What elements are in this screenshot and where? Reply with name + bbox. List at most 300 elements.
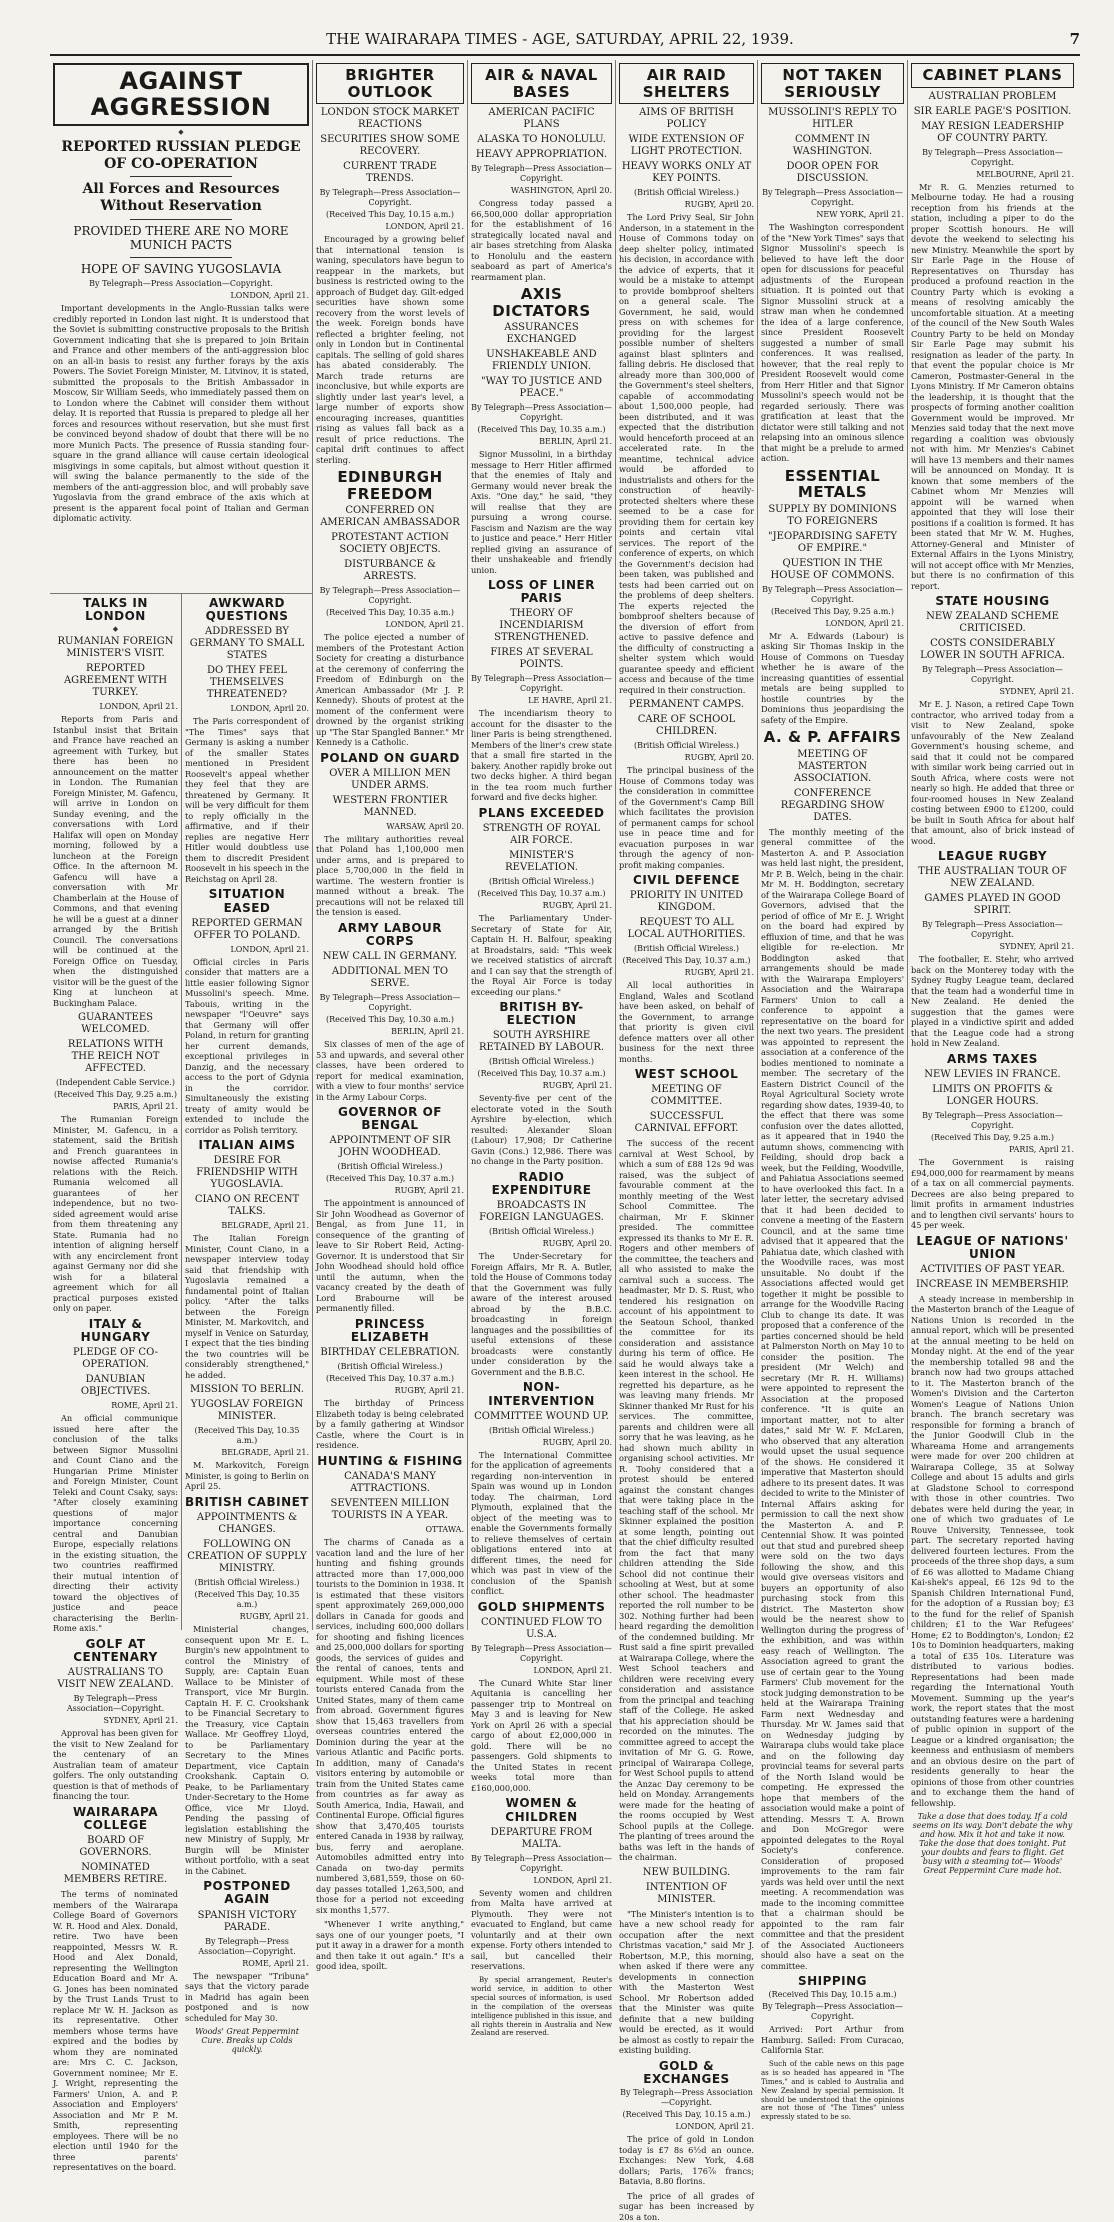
headline: WEST SCHOOL (634, 1067, 739, 1082)
headline: ITALY & HUNGARY (80, 1316, 151, 1345)
story-body: Ministerial changes, consequent upon Mr E. L. Burgin's new appointment to control the Ministry of Supply, are: Captain Euan Wallace to be Minister of Transport, vice Mr Burgin. Captain H. F. C. Crookshank to be Financial Secretary to the Treasury, vice Captain Wallace. Mr Geoffrey Lloyd, to be Parliamentary Secretary to the Mines Department, vice Captain Crookshank. Captain O. Peake, to be Parliamentary Under-Secretary to the Home Office, vice Mr Lloyd. Pending the passing of legislation establishing the new Ministry of Supply, Mr Burgin will be Minister without portfolio, with a seat in the Cabinet. (185, 1624, 309, 1876)
story-body: Congress today passed a 66,500,000 dollar appropriation for the establishment of 16 strategically located naval and air bases stretching from Alaska to Honolulu and the eastern seaboard as part of America's rearmament plan. (471, 198, 612, 282)
subheadline: WESTERN FRONTIER MANNED. (332, 794, 448, 818)
dateline: RUGBY, April 21. (239, 1612, 309, 1622)
subheadline: REQUEST TO ALL LOCAL AUTHORITIES. (627, 917, 746, 941)
subheadline: ASSURANCES EXCHANGED (504, 322, 579, 345)
dateline: By Telegraph—Press Association—Copyright. (471, 1853, 612, 1873)
dateline: (Received This Day, 10.35 a.m.) (326, 608, 454, 617)
subheadline: DEPARTURE FROM MALTA. (490, 1826, 593, 1850)
headline: GOVERNOR OF BENGAL (337, 1105, 442, 1133)
story-talks-in-london (53, 597, 178, 1008)
subheadline: "WAY TO JUSTICE AND PEACE." (480, 376, 603, 399)
headline: LEAGUE RUGBY (937, 849, 1048, 864)
dateline: LONDON, April 21. (533, 1665, 612, 1675)
story-league-rugby (911, 850, 1074, 1049)
story-governor-of-bengal (316, 1106, 464, 1314)
subheadline: LONDON STOCK MARKET REACTIONS (320, 107, 460, 130)
subheadline: AUSTRALIANS TO VISIT NEW ZEALAND. (57, 1667, 174, 1691)
subheadline: NEW ZEALAND SCHEME CRITICISED. (926, 611, 1059, 635)
dateline: (British Official Wireless.) (488, 877, 595, 887)
dateline: By Telegraph—Press Association—Copyright. (762, 584, 903, 604)
dateline: By Telegraph—Press Association—Copyright. (922, 920, 1063, 940)
column-2 (312, 60, 467, 1971)
subheadline: All Forces and Resources Without Reservation (82, 181, 280, 215)
dateline: WARSAW, April 20. (386, 821, 464, 831)
dateline: BELGRADE, April 21. (221, 1448, 309, 1458)
headline: AXIS DICTATORS (492, 285, 591, 320)
masthead-rule (50, 54, 1080, 56)
dateline: (Received This Day, 10.37 a.m.) (477, 889, 606, 899)
dateline: (Received This Day, 9.25 a.m.) (54, 1090, 177, 1100)
subheadline: MEETING OF MASTERTON ASSOCIATION. (793, 748, 872, 784)
subheadline: THEORY OF INCENDIARISM STRENGTHENED. (494, 608, 589, 644)
subheadline: PERMANENT CAMPS. (628, 699, 745, 710)
subheadline: STRENGTH OF ROYAL AIR FORCE. (482, 823, 601, 847)
story-body: The success of the recent carnival at West School, by which a sum of £88 12s 9d was raised, was the subject of favourable comment at the monthly meeting of the West School Committee. The chairman, Mr F. Skinner presided. The committee expressed its thanks to Mr E. R. Rogers and other members of the committee, the teachers and all who assisted to make the carnival such a success. The headmaster, Mr D. S. Rust, who tendered his resignation on account of his appointment to the Seatoun School, thanked the committee for its consideration and assistance during his term of office. He said he would always take a keen interest in the school. He regretted his departure, as he was leaving many friends. Mr Skinner thanked Mr Rust for his services. The committee, parents and children were all sorry that he was leaving, as he had shown much ability in organising school activities. Mr R. Toohy considered that a protest should be entered against the constant changes that were taking place in the teaching staff of the school. Mr Skinner explained the position at some length, pointing out that the chief difficulty resulted from the fact that many children attending the Side School did not continue their schooling at West, but at some other school. The headmaster reported the roll number to be 302. Nothing further had been heard regarding the demolition of the condemned building. Mr Rust said a fine spirit prevailed at Wairarapa College, where the West School teachers and children were receiving every consideration and assistance from the principal and teaching staff of the College. He asked that his appreciation should be recorded on the minutes. The committee agreed to accept the invitation of Mr G. G. Rowe, principal of Wairarapa College, for West School pupils to attend the Anzac Day ceremony to be held on Monday. Arrangements were made for the heating of the rooms occupied by West School pupils at the College. The planting of trees around the baths was left in the hands of the chairman. (619, 1138, 755, 1863)
story-postponed-again (185, 1880, 309, 2023)
subheadline: MAY RESIGN LEADERSHIP OF COUNTRY PARTY. (921, 120, 1064, 144)
subheadline: QUESTION IN THE HOUSE OF COMMONS. (770, 557, 895, 581)
subheadline: BROADCASTS IN FOREIGN LANGUAGES. (479, 1200, 604, 1224)
dateline: By Telegraph—Press Association—Copyright. (620, 2088, 753, 2108)
story-permanent-camps (619, 699, 754, 870)
subheadline: SEVENTEEN MILLION TOURISTS IN A YEAR. (330, 1498, 450, 1521)
story-sugar (619, 2191, 754, 2222)
story-body: Reports from Paris and Istanbul insist that Britain and France have reached an agreement with Turkey, but there has been no announcement on the matter in London. The Rumanian Foreign Minister, M. Gafencu, will arrive in London on Sunday evening, and the conversations with Lord Halifax will open on Monday morning, followed by a luncheon at the Foreign Office. In the afternoon M. Gafencu will have a conversation with Mr Chamberlain at the House of Commons, and that evening he will be a guest at a dinner arranged by the British Council. The conversations will be continued at the Foreign Office on Tuesday, when the distinguished visitor will be the guest of the King at luncheon at Buckingham Palace. (53, 714, 178, 1008)
story-body: The police ejected a number of members of the Protestant Action Society for creating a disturbance at the ceremony of conferring the Freedom of Edinburgh on the American Ambassador (Mr J. P. Kennedy). Shouts of protest at the moment of the conferment were drowned by the organist striking up "The Star Spangled Banner." Mr Kennedy is a Catholic. (316, 632, 464, 747)
subheadline: FOLLOWING ON CREATION OF SUPPLY MINISTRY. (187, 1539, 307, 1575)
story-body: Mr E. J. Nason, a retired Cape Town contractor, who arrived today from a visit to New Zealand, spoke unfavourably of the New Zealand Government's housing scheme, and said that it could not be compared with similar work being carried out in South Africa, where costs were not nearly so high. He added that three or four-roomed houses in New Zealand costing between £900 to £1200, could be built in South Africa for about half that amount, also of brick instead of wood. (911, 699, 1074, 846)
story-non-intervention (471, 1381, 612, 1596)
dateline: BERLIN, April 21. (539, 437, 612, 446)
dateline: (British Official Wireless.) (488, 1425, 595, 1435)
dateline: OTTAWA. (425, 1525, 464, 1534)
dateline: By Telegraph—Press Association—Copyright. (319, 993, 461, 1013)
headline: BRIGHTER OUTLOOK (316, 63, 464, 104)
subheadline: UNSHAKEABLE AND FRIENDLY UNION. (486, 349, 597, 372)
story-body: An official communique issued here after the conclusion of the talks between Signor Mussolini and Count Ciano and the Hungarian Prime Minister and Foreign Minister, Count Teleki and Count Csaky, says: "After closely examining questions of major importance concerning central and Danubian Europe, especially relations in the existing situation, the two countries reaffirmed their mutual intention of directing their activity toward the objectives of justice and peace characterising the Berlin-Rome axis." (53, 1413, 178, 1634)
story-state-housing (911, 595, 1074, 846)
story-essential-metals (761, 468, 904, 726)
subheadline: DISTURBANCE & ARRESTS. (344, 559, 436, 582)
story-axis-dictators (471, 286, 612, 575)
subheadline: LIMITS ON PROFITS & LONGER HOURS. (932, 1084, 1053, 1108)
story-gold-shipments (471, 1601, 612, 1794)
dateline: ROME, April 21. (242, 1958, 309, 1968)
subheadline: INTENTION OF MINISTER. (645, 1881, 728, 1905)
subheadline: GUARANTEES WELCOMED. (78, 1012, 153, 1036)
subheadline: WIDE EXTENSION OF LIGHT PROTECTION. (628, 134, 745, 157)
story-body: "Whenever I write anything," says one of our younger poets, "I put it away in a drawer for a month and then take it out again." It's a good idea, spoilt. (316, 1919, 464, 1971)
dateline: (Received This Day, 10.15 a.m.) (768, 1990, 897, 2000)
subheadline: BIRTHDAY CELEBRATION. (320, 1347, 460, 1359)
headline: NON-INTERVENTION (488, 1380, 595, 1408)
dateline: RUGBY, April 20. (542, 1437, 612, 1447)
dateline: (Received This Day, 10.37 a.m.) (622, 956, 751, 966)
dateline: By Telegraph—Press Association—Copyright. (762, 2002, 903, 2022)
dateline: (British Official Wireless.) (488, 1227, 595, 1237)
headline: ARMS TAXES (947, 1051, 1038, 1066)
story-mission-to-berlin (185, 1384, 309, 1492)
dateline: (Received This Day, 10.37 a.m.) (326, 1174, 454, 1184)
headline: GOLD SHIPMENTS (477, 1599, 606, 1614)
masthead-title: THE WAIRARAPA TIMES - AGE, SATURDAY, APRIL 22, 1939. (326, 30, 794, 48)
dateline: WASHINGTON, April 20. (510, 186, 612, 195)
story-plans-exceeded (471, 807, 612, 997)
story-body: The birthday of Princess Elizabeth today is being celebrated by a family gathering at Windsor Castle, where the Court is in residence. (316, 1398, 464, 1451)
subheadline: MISSION TO BERLIN. (190, 1384, 304, 1396)
subheadline: PROVIDED THERE ARE NO MORE MUNICH PACTS (73, 223, 289, 253)
headline: AIR RAID SHELTERS (619, 63, 754, 104)
subheadline: GAMES PLAYED IN GOOD SPIRIT. (924, 893, 1061, 917)
story-body: The principal business of the House of Commons today was the consideration in committee of the Government's Camp Bill which facilitates the provision of permanent camps for school use in peace time and for evacuation purposes in war through the agency of non-profit making companies. (619, 765, 754, 870)
subheadline: SECURITIES SHOW SOME RECOVERY. (320, 134, 460, 157)
headline: GOLD & EXCHANGES (643, 2058, 730, 2087)
headline: STATE HOUSING (935, 594, 1050, 608)
subheadline: AUSTRALIAN PROBLEM (928, 90, 1057, 102)
story-guarantees-welcomed (53, 1012, 178, 1314)
headline: BRITISH CABINET (185, 1494, 309, 1509)
dateline: By Telegraph—Press Association—Copyright. (922, 147, 1063, 167)
dateline: LONDON, April 21. (230, 944, 309, 954)
story-awkward-questions (185, 597, 309, 884)
dateline: LONDON, April 20. (230, 704, 309, 714)
story-body: Mr A. Edwards (Labour) is asking Sir Thomas Inskip in the House of Commons on Tuesday whether he is aware of the increasing quantities of essential metals are being supplied to hostile countries by the Dominions thus jeopardising the safety of the Empire. (761, 630, 904, 725)
divider-icon: ◆ (112, 625, 119, 634)
subheadline: COMMENT IN WASHINGTON. (792, 134, 873, 157)
dateline: SYDNEY, April 21. (103, 1716, 178, 1726)
story-body: Seventy-five per cent of the electorate voted in the South Ayrshire by-election, which resulted: Alexander Sloan (Labour) 17,908; Dr Catherine Gavin (Cons.) 12,986. There was no change in the Party position. (471, 1093, 612, 1167)
story-poland-on-guard (316, 752, 464, 918)
story-body: The Cunard White Star liner Aquitania is cancelling her passenger trip to Montreal on May 3 and is leaving for New York on April 26 with a special cargo of about £2,000,000 in gold. There will be no passengers. Gold shipments to the United States in recent weeks total more than £160,000,000. (471, 1677, 612, 1793)
story-situation-eased (185, 888, 309, 1135)
advertisement: Woods' Great Peppermint Cure. Breaks up Colds quickly. (195, 2027, 299, 2054)
story-brighter-outlook (316, 63, 464, 465)
story-filler (316, 1919, 464, 1972)
dateline: SYDNEY, April 21. (999, 687, 1074, 697)
story-not-taken-seriously (761, 63, 904, 464)
subheadline: NEW CALL IN GERMANY. (322, 951, 458, 963)
dateline: RUGBY, April 21. (542, 1081, 612, 1091)
advertisement: Take a dose that does today. If a cold seems on its way. Don't debate the why and how. Mix it hot and take it now. Take the dose that does tonight. Put your doubts and fears to flight. Get busy with a steaming tot— Woods' Great Peppermint Cure made hot. (912, 1812, 1073, 1876)
headline: BRITISH BY-ELECTION (499, 1000, 584, 1028)
subheadline: AMERICAN PACIFIC PLANS (488, 107, 595, 130)
headline: ITALIAN AIMS (198, 1138, 296, 1153)
subheadline: BOARD OF GOVERNORS. (79, 1835, 152, 1858)
story-ap-affairs (761, 729, 904, 1971)
dateline: (Independent Cable Service.) (56, 1078, 175, 1088)
dateline: LONDON, April 21. (99, 702, 178, 712)
divider-icon: ◆ (178, 127, 184, 136)
story-body: The price of all grades of sugar has been increased by 20s a ton. (619, 2190, 754, 2222)
dateline: RUGBY, April 21. (394, 1186, 464, 1196)
dateline: By Telegraph—Press Association—Copyright. (762, 188, 903, 207)
subheadline: ALASKA TO HONOLULU. (477, 134, 606, 145)
dateline: (Received This Day, 10.35 a.m.) (194, 1426, 300, 1446)
headline: AIR & NAVAL BASES (471, 63, 612, 104)
subheadline: FIRES AT SEVERAL POINTS. (490, 647, 593, 671)
subheadline: ADDITIONAL MEN TO SERVE. (331, 966, 449, 990)
story-civil-defence (619, 874, 754, 1064)
story-new-building (619, 1867, 754, 2056)
story-gold-exchanges (619, 2060, 754, 2187)
dateline: By Telegraph—Press Association—Copyright. (471, 674, 612, 694)
subheadline: CANADA'S MANY ATTRACTIONS. (344, 1471, 436, 1494)
headline: A. & P. AFFAIRS (763, 728, 902, 746)
headline: ARMY LABOUR CORPS (337, 920, 443, 948)
story-body: Seventy women and children from Malta have arrived at Plymouth. They were not evacuated to England, but came voluntarily and at their own expense. Forty others intended to sail, but cancelled their reservations. (471, 1887, 612, 1972)
subheadline: RELATIONS WITH THE REICH NOT AFFECTED. (67, 1039, 164, 1075)
story-hunting-fishing (316, 1455, 464, 1915)
dateline: RUGBY, April 20. (542, 1239, 612, 1249)
headline: TALKS IN LONDON (83, 596, 148, 624)
dateline: (Received This Day, 10.37 a.m.) (326, 1374, 454, 1384)
subheadline: MINISTER'S REVELATION. (505, 850, 578, 874)
subheadline: CURRENT TRADE TRENDS. (343, 161, 437, 184)
dateline: (British Official Wireless.) (633, 944, 740, 954)
story-body: A steady increase in membership in the Masterton branch of the League of Nations Union is recorded in the annual report, which will be presented at the annual meeting to be held on Monday night. At the end of the year the membership totalled 98 and the branch now had two groups attached to it. The Masterton branch of the Women's Division and the Carterton Women's League of Nations Union branch. The branch secretary was responsible for forming a branch of the Junior Goodwill Club in the Whareama Home and arrangements were made for over 200 children at Wairarapa College, 35 at Solway College and about 15 adults and girls at Gladstone School to correspond with those in other countries. Two debates were held during the year, in one of which two graduates of Le Rouve University, Tennessee, took part. The secretary reported having delivered fourteen lectures. From the proceeds of the three shop days, a sum of £6 was allotted to Madame Chiang Kai-shek's appeal, £6 12s 9d to the Spanish Children International Fund, for the adoption of a Russian boy; £3 to the fund for the relief of Spanish children; £1 to the War Refugees' Home; £2 to Boddington's, London; £2 10s to Dominion headquarters, making a total of £35 10s. Literature was distributed to various bodies. Representations had been made regarding the International Youth Movement. Summing up the year's work, the report states that the most outstanding features were a hardening of public opinion in support of the League or a kindred organisation; the keenness and enthusiasm of members and an obvious desire on the part of residents generally to hear the opinions of those from other countries and to exchange them the hand of fellowship. (911, 1293, 1074, 1808)
headline: LEAGUE OF NATIONS' UNION (916, 1233, 1069, 1261)
subheadline: DOOR OPEN FOR DISCUSSION. (786, 161, 879, 184)
story-body: The Italian Foreign Minister, Count Ciano, in a newspaper interview today said that friendship with Yugoslavia remained a fundamental point of Italian policy. "After the talks between the Foreign Minister, M. Markovitch, and myself in Venice on Saturday, I expect that the ties binding the two countries will be considerably strengthened," he added. (185, 1233, 309, 1380)
story-body: The Lord Privy Seal, Sir John Anderson, in a statement in the House of Commons today on deep shelter policy, intimated his decision, in accordance with the advice of experts, that it would be a mistake to attempt to provide bombproof shelters on a general scale. The Government, he said, would press on with schemes for providing for the largest possible number of shelters against blast splinters and falling debris. He disclosed that already more than 300,000 of the Government's steel shelters, capable of accommodating about 1,500,000 people, had been distributed, and it was expected that the distribution would henceforth proceed at an accelerated rate. In the meantime, technical advice would be afforded to industrialists and others for the construction of heavily-protected shelters where these seemed to be a case for providing them for certain key points and certain vital services. The report of the conference of experts, on which the Government's decision had been taken, was published and tests had been carried out on the problems of deep shelters. The experts rejected the bombproof shelters because of the diversion of effort from active to passive defence and the difficulty of constructing a shelter system which would guarantee speedy and efficient access and because of the time required in their construction. (619, 212, 754, 695)
story-cabinet-plans (911, 63, 1074, 591)
column-1a (50, 593, 181, 2172)
headline: EDINBURGH FREEDOM (337, 468, 443, 503)
story-body: Mr R. G. Menzies returned to Melbourne today. He had a rousing reception from his friends at the station, including a piper to do the proper Scottish honours. He will devote the weekend to selecting his new Ministry. Meanwhile the sport by Sir Earle Page in the House of Representatives on Thursday has produced a profound reaction in the Country Party which is evoking a means of resolving amicably the uncomfortable situation. At a meeting of the council of the New South Wales Country Party to be held on Monday Sir Earle Page may submit his resignation as leader of the party. In that event the popular choice is Mr Cameron, Postmaster-General in the Lyons Ministry. If Mr Cameron obtains the leadership, it is thought that the prospects of forming another coalition Government would be improved. Mr Menzies said today that the next move regarding a coalition was obviously not with him. Mr Menzies's Cabinet will have 13 members and their names will be announced on Monday. It is known that some members of the Cabinet whom Mr Menzies will appoint will be warned when appointed that they will lose their positions if a coalition is formed. It has been stated that Mr W. M. Hughes, Attorney-General and Minister of External Affairs in the Lyons Ministry, will not accept office with Mr Menzies, but there is no confirmation of this report. (911, 181, 1074, 591)
dateline: ROME, April 21. (111, 1401, 178, 1411)
story-body: The newspaper "Tribuna" says that the victory parade in Madrid has again been postponed and is now scheduled for May 30. (185, 1970, 309, 2023)
subheadline: PRIORITY IN UNITED KINGDOM. (629, 890, 744, 914)
dateline: By Telegraph—Press Association—Copyright. (471, 403, 612, 422)
subheadline: NEW LEVIES IN FRANCE. (924, 1069, 1061, 1081)
subheadline: DANUBIAN OBJECTIVES. (80, 1374, 151, 1398)
story-princess-elizabeth (316, 1318, 464, 1451)
headline: CABINET PLANS (911, 63, 1074, 88)
story-body: The footballer, E. Stehr, who arrived back on the Monterey today with the Sydney Rugby League team, declared that the team had a wonderful time in New Zealand. He denied the suggestion that the games were played in a vindictive spirit and added that the League code had a strong hold in New Zealand. (911, 954, 1074, 1049)
subheadline: APPOINTMENT OF SIR JOHN WOODHEAD. (329, 1135, 451, 1159)
column-4 (615, 60, 757, 2222)
story-west-school (619, 1068, 754, 1863)
subheadline: REPORTED AGREEMENT WITH TURKEY. (63, 663, 168, 699)
dateline: RUGBY, April 21. (542, 901, 612, 911)
dateline: By Telegraph—Press Association—Copyright. (922, 665, 1063, 685)
subheadline: COMMITTEE WOUND UP. (474, 1410, 609, 1422)
headline: PLANS EXCEEDED (478, 805, 605, 820)
dateline: (Received This Day, 10.35 a.m.) (477, 425, 606, 434)
dateline: SYDNEY, April 21. (999, 942, 1074, 952)
headline: LOSS OF LINER PARIS (487, 578, 595, 606)
story-army-labour-corps (316, 922, 464, 1102)
dateline: (Received This Day, 10.15 a.m.) (326, 210, 454, 219)
story-body: The military authorities reveal that Poland has 1,100,000 men under arms, and is prepared to place 5,700,000 in the field in wartime. The western frontier is manned without a break. The precautions will not be relaxed till the tension is eased. (316, 833, 464, 918)
dateline: By Telegraph—Press Association—Copyright. (319, 188, 461, 207)
dateline: PARIS, April 21. (113, 1102, 178, 1112)
dateline: NEW YORK, April 21. (816, 210, 904, 219)
column-6 (907, 60, 1077, 1876)
subheadline: THE AUSTRALIAN TOUR OF NEW ZEALAND. (918, 866, 1067, 890)
headline: SITUATION EASED (208, 887, 286, 915)
story-body: The price of gold in London today is £7 8s 6½d an ounce. Exchanges: New York, 4.68 dollars; Paris, 176⅞ francs; Batavia, 8.80 florins. (619, 2134, 754, 2187)
story-body: The Under-Secretary for Foreign Affairs, Mr R. A. Butler, told the House of Commons today that the Government was fully aware of the interest aroused abroad by the B.B.C. broadcasting in foreign languages and the possibilities of useful extensions of these broadcasts were constantly under consideration by the Government and the B.B.C. (471, 1251, 612, 1377)
subheadline: NOMINATED MEMBERS RETIRE. (63, 1862, 168, 1885)
subheadline: HOPE OF SAVING YUGOSLAVIA (80, 261, 282, 276)
dateline: (Received This Day, 9.25 a.m.) (931, 1133, 1054, 1143)
headline: POSTPONED AGAIN (203, 1879, 291, 1907)
divider (130, 219, 232, 220)
subheadline: CONTINUED FLOW TO U.S.A. (481, 1616, 602, 1640)
dateline: (British Official Wireless.) (337, 1362, 443, 1372)
story-edinburgh-freedom (316, 469, 464, 748)
copyright-note: By special arrangement, Reuter's world service, in addition to other special sources of information, is used in the compilation of the overseas intelligence published in this issue, and all rights therein in Australia and New Zealand are reserved. (471, 1975, 612, 2038)
dateline: LE HAVRE, April 21. (528, 696, 612, 706)
story-body: The incendiarism theory to account for the disaster to the liner Paris is being strengthened. Members of the liner's crew state that a small fire started in the bakery. Another rapidly broke out two decks higher. A third began in the tea room much further forward and five decks higher. (471, 708, 612, 803)
headline: NOT TAKEN SERIOUSLY (761, 63, 904, 104)
subheadline: ADDRESSED BY GERMANY TO SMALL STATES (189, 626, 305, 662)
subheadline: MUSSOLINI'S REPLY TO HITLER (768, 107, 897, 130)
story-against-aggression (53, 63, 309, 524)
subheadline: HEAVY APPROPRIATION. (475, 149, 608, 160)
subheadline: RUMANIAN FOREIGN MINISTER'S VISIT. (57, 636, 174, 660)
subheadline: DESIRE FOR FRIENDSHIP WITH YUGOSLAVIA. (196, 1155, 298, 1191)
dateline: (British Official Wireless.) (337, 1162, 443, 1172)
dateline: RUGBY, April 20. (684, 753, 754, 762)
dateline: LONDON, April 21. (385, 222, 464, 231)
story-british-cabinet (185, 1496, 309, 1876)
story-body: The appointment is announced of Sir John Woodhead as Governor of Bengal, as from June 11, in consequence of the granting of leave to Sir Robert Reid, Acting-Governor. It is understood that Sir John Woodhead should hold office until the autumn, when the vacancy created by the death of Lord Brabourne will be permanently filled. (316, 1198, 464, 1314)
headline: SHIPPING (797, 1974, 868, 1988)
subheadline: SPANISH VICTORY PARADE. (197, 1909, 297, 1933)
story-body: The Washington correspondent of the "New York Times" says that Signor Mussolini's speech is believed to have left the door open for discussions for peaceful adjustments of the European situation. It is pointed out that Signor Mussolini struck at a straw man when he condemned the idea of a large conference, since President Roosevelt suggested a number of small conferences. It was realised, however, that the real reply to President Roosevelt would come from Herr Hitler and that Signor Mussolini's speech would not be regarded seriously. There was gratification at least that the dictator were still talking and not relapsing into an ominous silence that might be a prelude to armed action. (761, 222, 904, 463)
dateline: LONDON, April 21. (825, 618, 904, 628)
story-body: Encouraged by a growing belief that international tension is waning, speculators have begun to reappear in the markets, but business is restricted owing to the approach of Budget day. Gilt-edged securities have shown some recovery from the worst levels of the week. Foreign bonds have reflected a brighter feeling, not only in London but in Continental capitals. The selling of gold shares has abated considerably. The March trade returns are inconclusive, but while exports are slightly under last year's level, a large number of exports show encouraging increases, quantities rising as values fall back as a result of price reductions. The capital drift continues to affect sterling. (316, 234, 464, 465)
dateline: (British Official Wireless.) (194, 1578, 300, 1588)
dateline: (Received This Day, 10.30 a.m.) (326, 1015, 454, 1025)
headline: WAIRARAPA COLLEGE (73, 1804, 158, 1832)
dateline: By Telegraph—Press Association—Copyright. (319, 586, 461, 605)
story-league-of-nations-union (911, 1235, 1074, 1809)
divider (130, 257, 232, 258)
dateline: RUGBY, April 21. (684, 968, 754, 978)
subheadline: "JEOPARDISING SAFETY OF EMPIRE." (768, 530, 897, 554)
page-number: 7 (1069, 30, 1080, 48)
dateline: (British Official Wireless.) (633, 741, 740, 750)
story-loss-of-liner-paris (471, 579, 612, 803)
headline: CIVIL DEFENCE (633, 873, 740, 887)
headline: WOMEN & CHILDREN (505, 1796, 578, 1824)
subheadline: PLEDGE OF CO-OPERATION. (72, 1347, 159, 1371)
headline: RADIO EXPENDITURE (491, 1169, 592, 1198)
subheadline: SOUTH AYRSHIRE RETAINED BY LABOUR. (478, 1030, 605, 1054)
subheadline: CONFERRED ON AMERICAN AMBASSADOR (320, 505, 460, 528)
dateline: (Received This Day, 10.37 a.m.) (477, 1069, 606, 1079)
headline: POLAND ON GUARD (320, 750, 460, 765)
story-body: The monthly meeting of the general committee of the Masterton A. and P. Association was held last night, the president, Mr P. B. Welch, being in the chair. Mr M. H. Boddington, secretary of the Wairarapa College Board of Governors, advised that the period of office of Mr E. J. Wright on the board had expired by effluxion of time, and that he was eligible for re-election. Mr Boddington asked that arrangements should be made with the Wairarapa Employers' Association and the Wairarapa Farmers' Union to call a conference to appoint a representative on the board for the next two years. The president was appointed to represent the association at a conference of the bodies mentioned to nominate a member. The secretary of the Eastern District Council of the Royal Agricultural Society wrote regarding show dates, 1939-40, to the effect that there was some confusion over the dates allotted, as it appeared that in 1940 the autumn shows, commencing with Feilding, should drop back a week, but the Feilding, Woodville, and Pahiatua Associations seemed to have overlooked this fact. In a later letter, the secretary advised that it had been decided to convene a meeting of the Eastern Council, and at the same time advised that it appeared that the Pahiatua date, which clashed with the Woodville races, was most unsuitable. No doubt if the Associations affected would get together it might be possible to arrange for the Woodville Racing Club to change its date. It was proposed that a conference of the parties concerned should be held at Palmerston North on May 10 to consider the position. The president (Mr Welch) and secretary (Mr R. H. Williams) were appointed to represent the Association at the proposed conference. "It is quite an important matter, not to alter dates," said Mr W. F. McLaren, who observed that any alteration would upset the usual sequence of the shows. He considered it imperative that Masterton should adhere to its present dates. It was decided to write to the Minister of Internal Affairs asking for permission to call the next show the Masterton A. and P. Centennial Show. It was pointed out that stud and purebred sheep were sold on the two days following the show, and this would give overseas visitors and buyers an opportunity of also purchasing stock from this district. The Masterton show would be the nearest show to Wellington during the progress of the exhibition, and was within easy reach of Wellington. The Association agreed to grant the use of certain gear to the Young Farmers' Club movement for the stock judging demonstration to be held at the Wairarapa Training Farm next Wednesday and Thursday. Mr W. James said that on Wednesday judging by Wairarapa clubs would take place and on the following day provincial teams for several parts of the North Island would be competing. He expressed the hope that members of the association would make a point of attending. Messrs T. A. Brown and Don McGregor were appointed delegates to the Royal Society's conference. Consideration of proposed improvements to the ram fair yards was held over until the next meeting. A recommendation was made to the incoming committee that a chairman should be appointed to the ram fair committee and that the president of the Associated Auctioneers should also have a seat on the committee. (761, 826, 904, 1971)
dateline: LONDON, April 21. (385, 620, 464, 629)
subheadline: CARE OF SCHOOL CHILDREN. (637, 714, 736, 737)
dateline: By Telegraph—Press Association—Copyright. (471, 1643, 612, 1663)
headline: HUNTING & FISHING (317, 1453, 463, 1468)
masthead (40, 30, 1080, 50)
story-air-raid-shelters (619, 63, 754, 695)
column-1b (181, 593, 312, 2054)
dateline: (Received This Day, 10.15 a.m.) (622, 2110, 751, 2120)
story-italian-aims (185, 1139, 309, 1380)
subheadline: AIMS OF BRITISH POLICY (639, 107, 734, 130)
subheadline: ACTIVITIES OF PAST YEAR. (920, 1263, 1065, 1275)
headline: ESSENTIAL METALS (784, 466, 881, 501)
story-shipping (761, 1975, 904, 2056)
subheadline: PROTESTANT ACTION SOCIETY OBJECTS. (331, 532, 449, 555)
story-radio-expenditure (471, 1171, 612, 1377)
dateline: By Telegraph—Press Association—Copyright. (89, 279, 273, 289)
subheadline: SUCCESSFUL CARNIVAL EFFORT. (634, 1111, 739, 1135)
story-body: The Government is raising £94,000,000 for rearmament by means of a tax on all commercial payments. Decrees are also being prepared to limit profits in armament industries and to lengthen civil servants' hours to 45 per week. (911, 1157, 1074, 1231)
subheadline: NEW BUILDING. (642, 1866, 731, 1878)
story-women-children (471, 1797, 612, 1971)
headline: AWKWARD QUESTIONS (205, 596, 289, 624)
dateline: LONDON, April 21. (675, 2122, 754, 2132)
subheadline: HEAVY WORKS ONLY AT KEY POINTS. (621, 161, 752, 184)
subheadline: CONFERENCE REGARDING SHOW DATES. (780, 787, 885, 823)
story-italy-hungary (53, 1318, 178, 1634)
subheadline: REPORTED RUSSIAN PLEDGE OF CO-OPERATION (61, 138, 301, 172)
story-body: Signor Mussolini, in a birthday message to Herr Hitler affirmed that the enemies of Italy and Germany would never break the Axis. "One day," he said, "they will realise that they are pursuing a wrong course. Fascism and Nazism are the way to justice and peace." Herr Hitler replied giving an assurance of their unshakeable and friendly union. (471, 449, 612, 575)
story-body: The Rumanian Foreign Minister, M. Gafencu, in a statement, said the British and French guarantees in nowise affected Rumania's relations with the Reich. Rumania welcomed all guarantees of her independence, but no two-sided agreement would arise from them threatening any State. Rumania had no intention of aligning herself with any encirclement front against Germany nor did she wish for a bilateral agreement which for all practical purposes existed only on paper. (53, 1114, 178, 1314)
subheadline: REPORTED GERMAN OFFER TO POLAND. (191, 917, 303, 941)
story-arms-taxes (911, 1053, 1074, 1231)
subheadline: OVER A MILLION MEN UNDER ARMS. (329, 767, 451, 791)
story-golf-at-centenary (53, 1638, 178, 1802)
story-air-naval-bases (471, 63, 612, 282)
dateline: (British Official Wireless.) (633, 188, 740, 197)
dateline: PARIS, April 21. (1009, 1145, 1074, 1155)
headline: GOLF AT CENTENARY (73, 1636, 158, 1664)
subheadline: INCREASE IN MEMBERSHIP. (916, 1278, 1069, 1290)
headline: AGAINST AGGRESSION (53, 63, 309, 126)
dateline: By Telegraph—Press Association—Copyright. (471, 164, 612, 183)
story-body: All local authorities in England, Wales and Scotland have been asked, on behalf of the Government, to arrange that priority is given civil defence matters over all other business for the next three months. (619, 980, 754, 1064)
dateline: BELGRADE, April 21. (221, 1221, 309, 1231)
story-body: The International Committee for the application of agreements regarding non-intervention in Spain was wound up in London today. The chairman, Lord Plymouth, explained that the object of the meeting was to enable the Governments formally to relieve themselves of certain obligations entered into at different times, the need for which was past in view of the conclusion of the Spanish conflict. (471, 1449, 612, 1597)
column-3 (467, 60, 615, 2038)
subheadline: DO THEY FEEL THEMSELVES THREATENED? (206, 665, 288, 701)
dateline: (Received This Day, 9.25 a.m.) (771, 606, 894, 616)
story-british-by-election (471, 1001, 612, 1167)
story-body: Arrived: Port Arthur from Hamburg. Sailed: From Curacao, California Star. (761, 2024, 904, 2056)
story-body: The Paris correspondent of "The Times" says that Germany is asking a number of the smaller States mentioned in President Roosevelt's appeal whether they feel that they are threatened by Germany. It will be very difficult for them to reply officially in the affirmative, and if their replies are negative Herr Hitler would doubtless use them to discredit President Roosevelt in his speech in the Reichstag on April 28. (185, 716, 309, 884)
subheadline: APPOINTMENTS & CHANGES. (196, 1512, 298, 1536)
dateline: (Received This Day, 10.35 a.m.) (194, 1590, 300, 1610)
column-5 (757, 60, 907, 2122)
dateline: By Telegraph—Press Association—Copyright. (922, 1111, 1063, 1131)
story-body: The Parliamentary Under-Secretary of State for Air, Captain H. H. Balfour, speaking at Broadstairs, said: "This week we received statistics of aircraft and I can say that the strength of the Royal Air Force is today exceeding our plans." (471, 913, 612, 997)
dateline: RUGBY, April 21. (394, 1386, 464, 1396)
story-body: M. Markovitch, Foreign Minister, is going to Berlin on April 25. (185, 1460, 309, 1492)
story-body: Approval has been given for the visit to New Zealand for the centenary of an Australian team of amateur golfers. The only outstanding question is that of methods of financing the tour. (53, 1728, 178, 1802)
subheadline: MEETING OF COMMITTEE. (650, 1084, 723, 1108)
story-body: The charms of Canada as a vacation land and the lure of her hunting and fishing grounds attracted more than 17,000,000 tourists to the Dominion in 1938. It is estimated that these visitors spent approximately 269,000,000 dollars in Canada for goods and services, including 600,000 dollars for shooting and fishing licences and 25,000,000 dollars for sporting goods, the services of guides and the rental of canoes, tents and equipment. While most of these tourists entered Canada from the United States, many of them came from abroad. Government figures show that 15,463 travellers from overseas countries entered the Dominion during the year at the various Atlantic and Pacific ports. In addition, many of Canada's visitors entering by automobile or train from the United States came from countries as far away as South America, India, Hawaii, and Continental Europe. Official figures show that 3,470,405 tourists entered Canada in 1938 by railway, bus, ferry and aeroplane. Automobiles admitted entry into Canada on two-day permits numbered 3,681,559, those on 60-day passes totalled 1,263,500, and those for a period not exceeding six months 1,577. (316, 1537, 464, 1915)
story-body: Important developments in the Anglo-Russian talks were credibly reported in London last night. It is understood that the Soviet is submitting constructive proposals to the British Government indicating that she is prepared to join Britain and France and other members of the anti-aggression bloc on an all-in basis to resist any further forays by the axis Powers. The Soviet Foreign Minister, M. Litvinov, it is stated, submitted the proposals to the British Ambassador in Moscow, Sir William Seeds, who immediately passed them on to London where the Cabinet will consider them without delay. It is reported that Russia is prepared to pledge all her forces and resources without reservation, but she must first be convinced beyond shadow of doubt that there will be no more Munich Pacts. The presence of Russia standing four-square in the grand alliance will cause certain ideological misgivings in some capitals, but almost without question it will swing the balance permanently to the side of the members of the anti-aggression bloc, and will probably save Yugoslavia from the grand embrace of the axis which at present is the apparent focal point of Italian and German diplomatic activity. (53, 303, 309, 524)
dateline: MELBOURNE, April 21. (976, 169, 1074, 179)
story-body: "The Minister's intention is to have a new school ready for occupation after the next Christmas vacation," said Mr J. Robertson, M.P., this morning, when asked if there were any developments in connection with the Masterton West School. Mr Robertson added that the Minister was quite definite that a new building would be erected, as it would be almost as costly to repair the existing building. (619, 1908, 754, 2056)
story-body: The terms of nominated members of the Wairarapa College Board of Governors W. R. Hood and Alex. Donald, retire. Two have been reappointed, Messrs W. R. Hood and Alex Donald, representing the Wellington Education Board and Mr A. G. Jones has been nominated by the Trust Lands Trust to replace Mr W. H. Jackson as its representative. Other members whose terms have expired and the bodies by whom they are nominated are: Mrs C. C. Jackson, Government nominee; Mr E. J. Wright, representing the Farmers' Union, A. and P. Association and Employers' Association and Mr P. M. Smith, representing employees. There will be no election until 1940 for the three parents' representatives on the board. (53, 1889, 178, 2172)
dateline: By Telegraph—Press Association—Copyright. (66, 1694, 165, 1714)
story-body: Six classes of men of the age of 53 and upwards, and several other classes, have been ordered to report for medical examination, with a view to four months' service in the Army Labour Corps. (316, 1039, 464, 1102)
divider (130, 176, 232, 177)
times-note: Such of the cable news on this page as is so headed has appeared in "The Times," and is cabled to Australia and New Zealand by special permission. It should be understood that the opinions are not those of "The Times" unless expressly stated to be so. (761, 2059, 904, 2122)
